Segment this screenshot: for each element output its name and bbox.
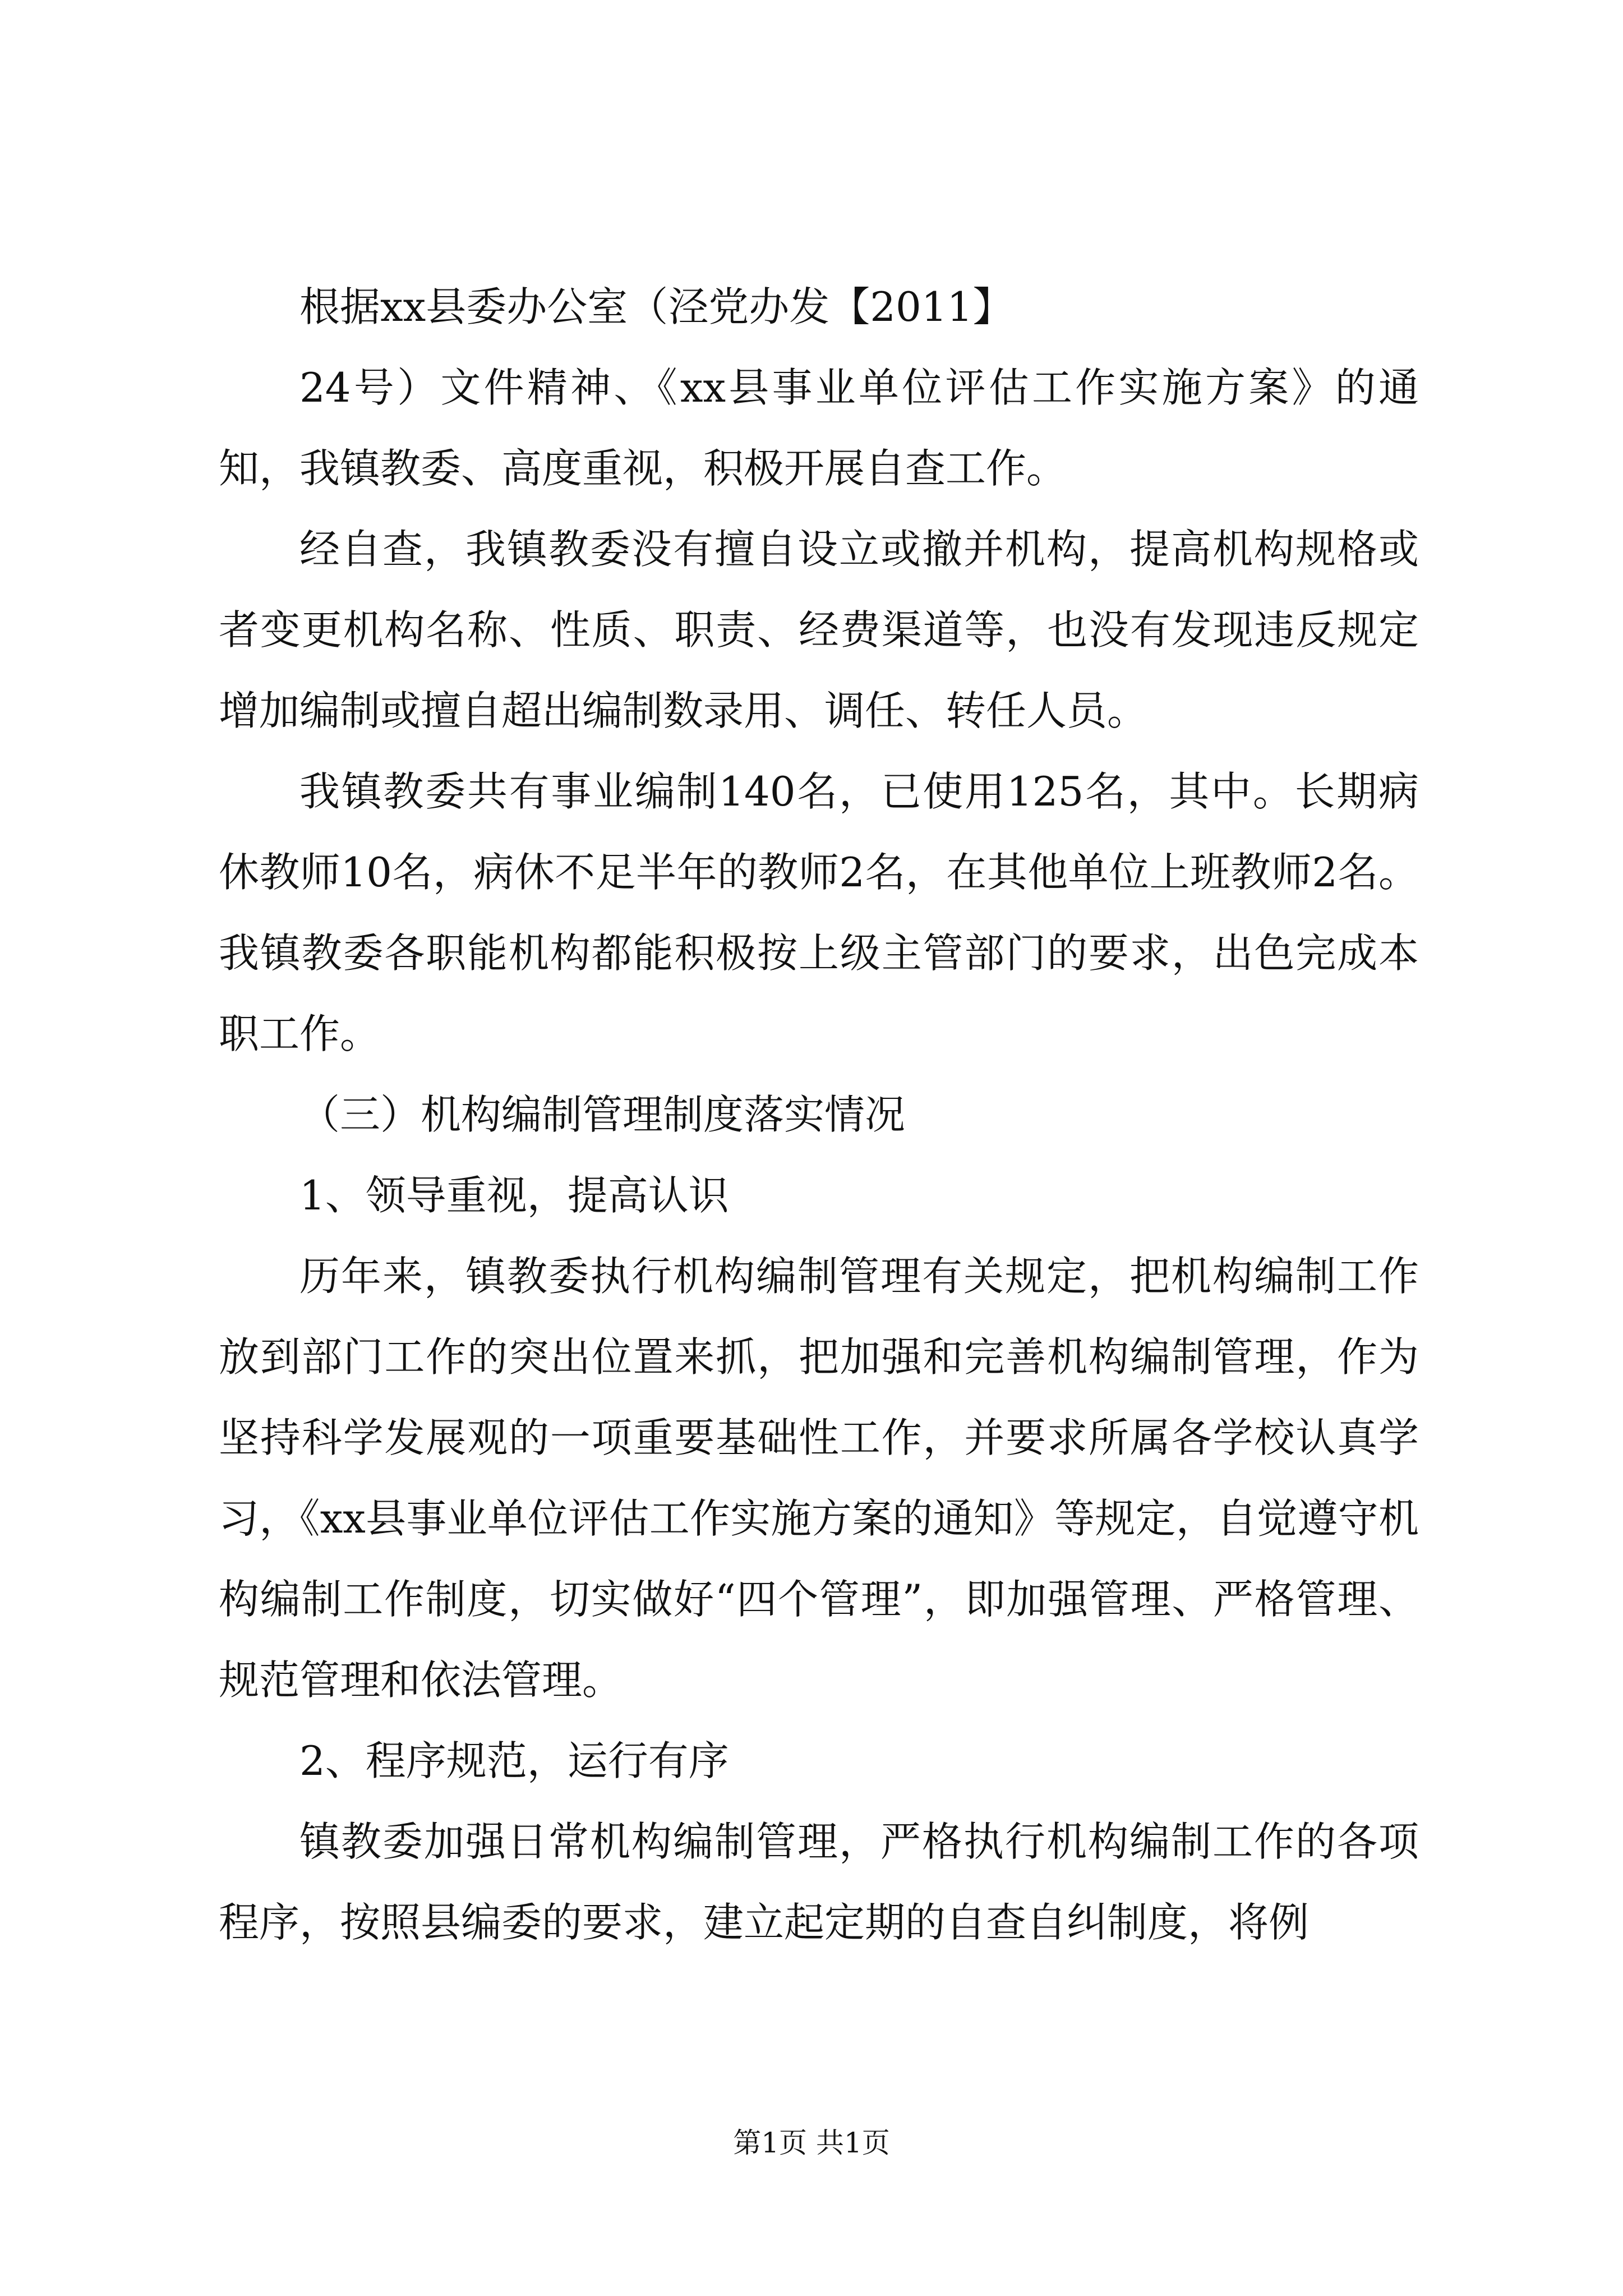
paragraph-5: 历年来，镇教委执行机构编制管理有关规定，把机构编制工作放到部门工作的突出位置来抓，把加强和完善机构编制管理，作为坚持科学发展观的一项重要基础性工作，并要求所属各学校认真学习，《xx县事业单位评估工作实施方案的通知》等规定，自觉遵守机构编制工作制度，切实做好“四个管理”，即加强管理、严格管理、规范管理和依法管理。	[219, 1253, 1419, 1704]
paragraph-3: 经自查，我镇教委没有擅自设立或撤并机构，提高机构规格或者变更机构名称、性质、职责、经费渠道等，也没有发现违反规定增加编制或擅自超出编制数录用、调任、转任人员。	[219, 526, 1419, 734]
paragraph-2: 24号）文件精神、《xx县事业单位评估工作实施方案》的通知，我镇教委、高度重视，积极开展自查工作。	[219, 364, 1419, 492]
subheading-2: 2、程序规范，运行有序	[299, 1737, 729, 1784]
paragraph-1: 根据xx县委办公室（泾党办发【2011】	[299, 283, 1013, 330]
page-footer: 第1页 共1页	[733, 2127, 890, 2159]
section-heading-3: （三）机构编制管理制度落实情况	[299, 1091, 906, 1138]
paragraph-4: 我镇教委共有事业编制140名，已使用125名，其中。长期病休教师10名，病休不足半年的教师2名，在其他单位上班教师2名。我镇教委各职能机构都能积极按上级主管部门的要求，出色完成本职工作。	[219, 768, 1419, 1057]
document-body	[219, 266, 1419, 1963]
paragraph-6: 镇教委加强日常机构编制管理，严格执行机构编制工作的各项程序，按照县编委的要求，建立起定期的自查自纠制度，将例	[219, 1818, 1419, 1946]
subheading-1: 1、领导重视，提高认识	[299, 1172, 729, 1219]
